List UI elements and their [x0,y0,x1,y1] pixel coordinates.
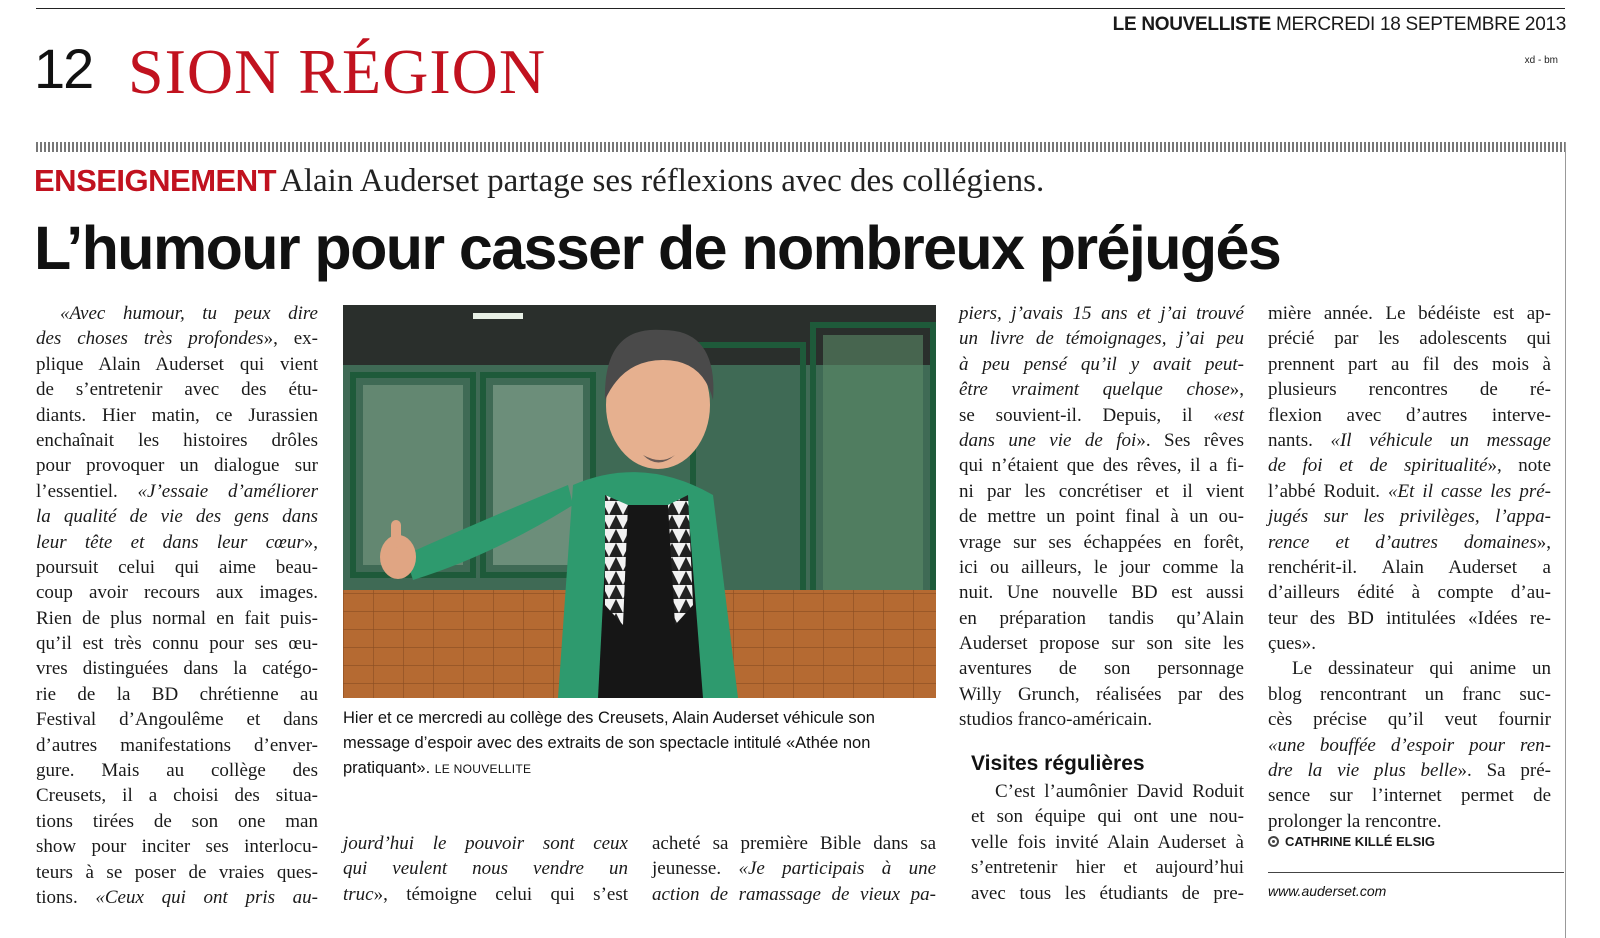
text-line: se souvient-il. Depuis, il «est [959,404,1244,426]
text-line: diants. Hier matin, ce Jurassien [36,404,318,426]
text-line: des choses très profondes», ex- [36,328,318,350]
text-line: truc», témoigne celui qui s’est [343,883,628,905]
text-line: C’est l’aumônier David Roduit [995,781,1244,802]
text-line: jugés sur les privilèges, l’appa- [1268,506,1551,528]
caption-text: Hier et ce mercredi au collège des Creusets, Alain Auderset véhicule son message d’espoir avec des extraits de son spectacle intitulé «Athée non pratiquant». [343,709,875,777]
text-line: prolonger la rencontre. [1268,810,1442,832]
article-photo [343,305,936,698]
newspaper-name: LE NOUVELLISTE [1112,14,1272,35]
text-line: vres distinguées dans la catégo- [36,658,318,680]
masthead [1113,14,1566,36]
text-line: tions. «Ceux qui ont pris au- [36,886,319,908]
text-line: «Avec humour, tu peux dire [60,303,318,324]
text-line: ici ou ailleurs, le jour comme la [959,556,1244,578]
section-title: SION RÉGION [128,36,547,107]
text-line: flexion avec d’autres interve- [1268,404,1551,426]
section-subhead: Visites régulières [971,752,1145,775]
text-line: qui n’étaient que des rêves, il a fi- [959,455,1244,477]
article-headline: L’humour pour casser de nombreux préjugés [34,214,1281,282]
column-rule [1565,142,1566,938]
text-line: jeunesse. «Je participais à une [652,858,936,880]
text-line: acheté sa première Bible dans sa [652,833,936,854]
text-line: d’ailleurs édité à compte d’au- [1268,582,1551,604]
text-line: rence et d’autres domaines», [1268,531,1551,553]
text-line: dre la vie plus belle». Sa pré- [1268,760,1551,782]
text-line: Auderset propose sur son site les [959,633,1244,655]
text-line: Creusets, il a choisi des situa- [36,785,318,807]
text-line: leur tête et dans leur cœur», [36,531,318,553]
article-column-2 [343,831,628,907]
article-column-4-continued [971,779,1244,906]
text-line: qu’il est très connu pour ses œu- [36,633,318,655]
text-line: précié par les adolescents qui [1268,328,1551,350]
text-line: show pour inciter ses interlocu- [36,836,318,858]
text-line: dans une vie de foi». Ses rêves [959,429,1244,451]
article-column-5 [1268,301,1551,834]
text-line: de s’entretenir avec des étu- [36,379,318,401]
author-byline [1268,834,1435,849]
kicker-subtitle: Alain Auderset partage ses réflexions avec des collégiens. [280,163,1045,199]
text-line: de mettre un point final à un ou- [959,506,1244,528]
text-line: la qualité de vie des gens dans [36,506,318,528]
text-line: çues». [1268,633,1317,655]
text-line: coup avoir recours aux images. [36,582,318,604]
text-line: plusieurs rencontres de ré- [1268,379,1551,401]
text-line: d’autres manifestations d’enver- [36,734,318,756]
text-line: cès précise qu’il veut fournir [1268,709,1551,731]
text-line: prennent part au fil des mois à [1268,353,1551,375]
website-link[interactable]: www.auderset.com [1268,883,1387,899]
footer-divider [1268,872,1564,873]
text-line: l’essentiel. «J’essaie d’améliorer [36,480,318,502]
text-line: ni par les concrétiser et il vient [959,480,1244,502]
text-line: gure. Mais au collège des [36,760,318,782]
issue-date: MERCREDI 18 SEPTEMBRE 2013 [1276,14,1566,35]
text-line: qui veulent nous vendre un [343,858,628,880]
text-line: de foi et de spiritualité», note [1268,455,1551,477]
article-column-3 [652,831,936,907]
text-line: un livre de témoignages, j’ai peu [959,328,1244,350]
article-column-1 [36,301,318,910]
text-line: rie de la BD chrétienne au [36,683,318,705]
photo-caption [343,706,936,782]
text-line: en préparation tandis qu’Alain [959,607,1244,629]
text-line: nants. «Il véhicule un message [1268,429,1551,451]
text-line: «une bouffée d’espoir pour ren- [1268,734,1551,756]
text-line: piers, j’avais 15 ans et j’ai trouvé [959,303,1244,324]
text-line: vrage sur ses échappées en forêt, [959,531,1244,553]
author-name: CATHRINE KILLÉ ELSIG [1285,834,1435,849]
text-line: teurs à se poser de vraies ques- [36,861,318,883]
text-line: Le dessinateur qui anime un [1292,658,1551,680]
text-line: mière année. Le bédéiste est ap- [1268,303,1551,324]
text-line: velle fois invité Alain Auderset à [971,831,1244,853]
page-number: 12 [34,37,93,100]
top-rule [36,8,1565,9]
text-line: studios franco-américain. [959,709,1153,731]
text-line: l’abbé Roduit. «Et il casse les pré- [1268,480,1551,502]
text-line: plique Alain Auderset qui vient [36,353,318,375]
text-line: sence sur l’internet permet de [1268,785,1551,807]
text-line: poursuit celui qui aime beau- [36,556,318,578]
text-line: jourd’hui le pouvoir sont ceux [343,833,628,854]
text-line: s’entretenir hier et aujourd’hui [971,857,1244,879]
text-line: enchaînait les histoires drôles [36,429,318,451]
text-line: tions tirées de son one man [36,810,318,832]
text-line: nuit. Une nouvelle BD est aussi [959,582,1244,604]
text-line: action de ramassage de vieux pa- [652,883,936,905]
photo-credit: LE NOUVELLITE [434,762,532,776]
text-line: être vraiment quelque chose», [959,379,1244,401]
text-line: à peu pensé qu’il y avait peut- [959,353,1244,375]
editor-initials: xd - bm [1524,55,1558,66]
author-bullet-icon [1268,836,1279,847]
text-line: et son équipe qui ont une nou- [971,806,1244,828]
text-line: Willy Grunch, réalisées par des [959,683,1244,705]
text-line: renchérit-il. Alain Auderset a [1268,556,1551,578]
text-line: Rien de plus normal en fait puis- [36,607,318,629]
text-line: Festival d’Angoulême et dans [36,709,318,731]
article-column-4 [959,301,1244,733]
kicker-tag: ENSEIGNEMENT [34,163,277,198]
text-line: blog rencontrant un franc suc- [1268,683,1551,705]
text-line: avec tous les étudiants de pre- [971,882,1244,904]
text-line: pour provoquer un dialogue sur [36,455,318,477]
text-line: teur des BD intitulées «Idées re- [1268,607,1551,629]
dotted-divider [36,142,1565,152]
article-kicker [34,165,1044,198]
text-line: aventures de son personnage [959,658,1244,680]
